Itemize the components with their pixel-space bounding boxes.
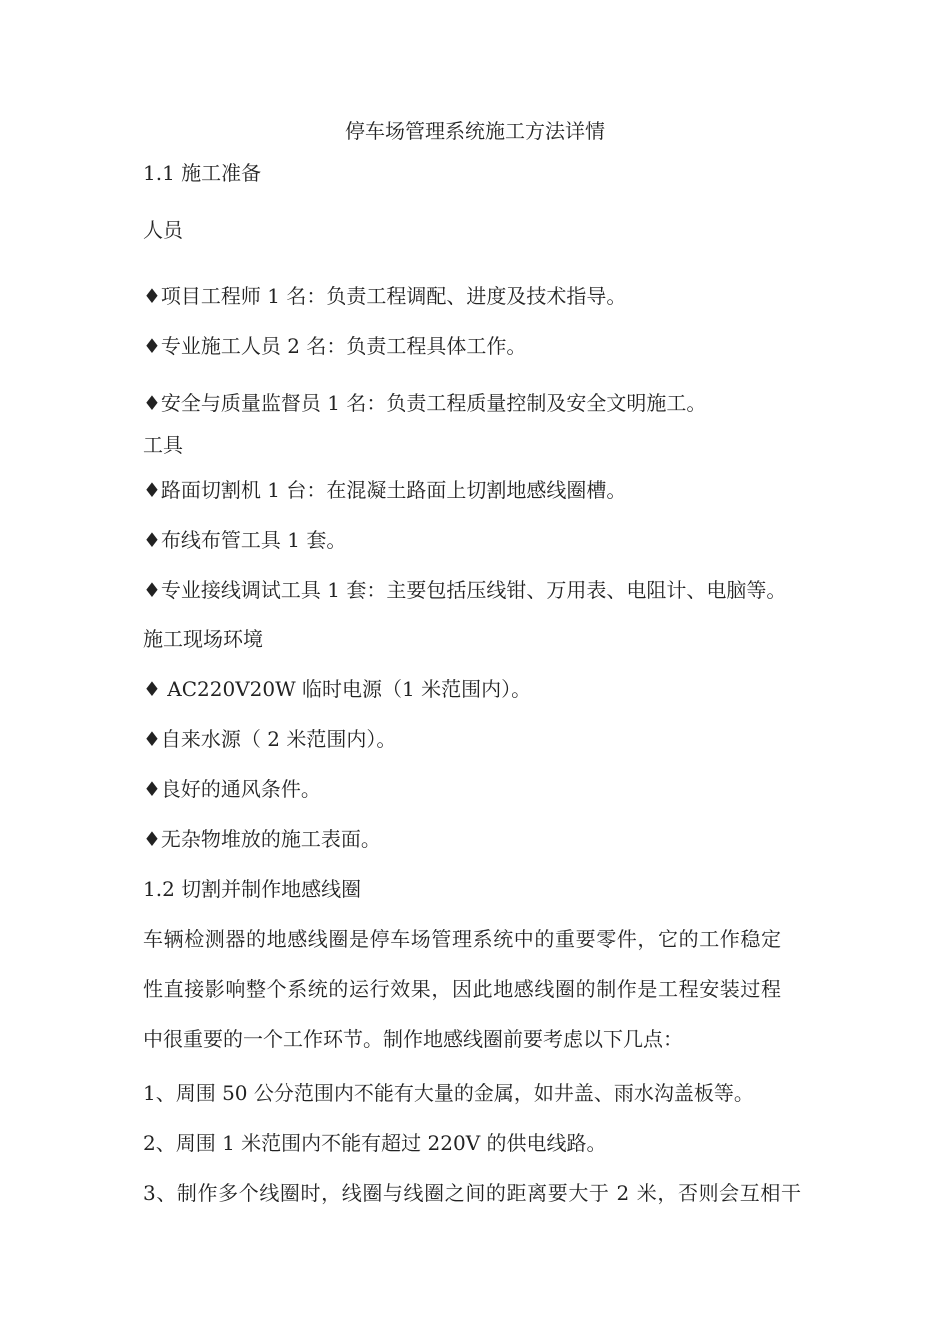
tools-heading: 工具 [143, 433, 183, 457]
site-item: ♦自来水源（ 2 米范围内）。 [143, 727, 397, 751]
site-item: ♦无杂物堆放的施工表面。 [143, 827, 381, 851]
personnel-item: ♦专业施工人员 2 名：负责工程具体工作。 [143, 334, 527, 358]
document-title: 停车场管理系统施工方法详情 [345, 119, 605, 143]
personnel-item: ♦安全与质量监督员 1 名：负责工程质量控制及安全文明施工。 [143, 391, 707, 415]
tools-item: ♦专业接线调试工具 1 套：主要包括压线钳、万用表、电阻计、电脑等。 [143, 578, 787, 602]
section-heading-1-1: 1.1 施工准备 [143, 161, 262, 185]
site-item: ♦良好的通风条件。 [143, 777, 321, 801]
point-item: 2、周围 1 米范围内不能有超过 220V 的供电线路。 [143, 1131, 607, 1155]
point-item: 1、周围 50 公分范围内不能有大量的金属，如井盖、雨水沟盖板等。 [143, 1081, 754, 1105]
point-item: 3、制作多个线圈时，线圈与线圈之间的距离要大于 2 米，否则会互相干 [143, 1181, 802, 1205]
personnel-item: ♦项目工程师 1 名：负责工程调配、进度及技术指导。 [143, 284, 627, 308]
tools-item: ♦布线布管工具 1 套。 [143, 528, 347, 552]
personnel-heading: 人员 [143, 218, 183, 242]
paragraph-line: 中很重要的一个工作环节。制作地感线圈前要考虑以下几点： [143, 1027, 683, 1051]
site-item: ♦ AC220V20W 临时电源（1 米范围内）。 [143, 677, 532, 701]
section-heading-1-2: 1.2 切割并制作地感线圈 [143, 877, 362, 901]
site-heading: 施工现场环境 [143, 627, 263, 651]
tools-item: ♦路面切割机 1 台：在混凝土路面上切割地感线圈槽。 [143, 478, 627, 502]
paragraph-line: 性直接影响整个系统的运行效果，因此地感线圈的制作是工程安装过程 [143, 977, 782, 1001]
paragraph-line: 车辆检测器的地感线圈是停车场管理系统中的重要零件，它的工作稳定 [143, 927, 782, 951]
